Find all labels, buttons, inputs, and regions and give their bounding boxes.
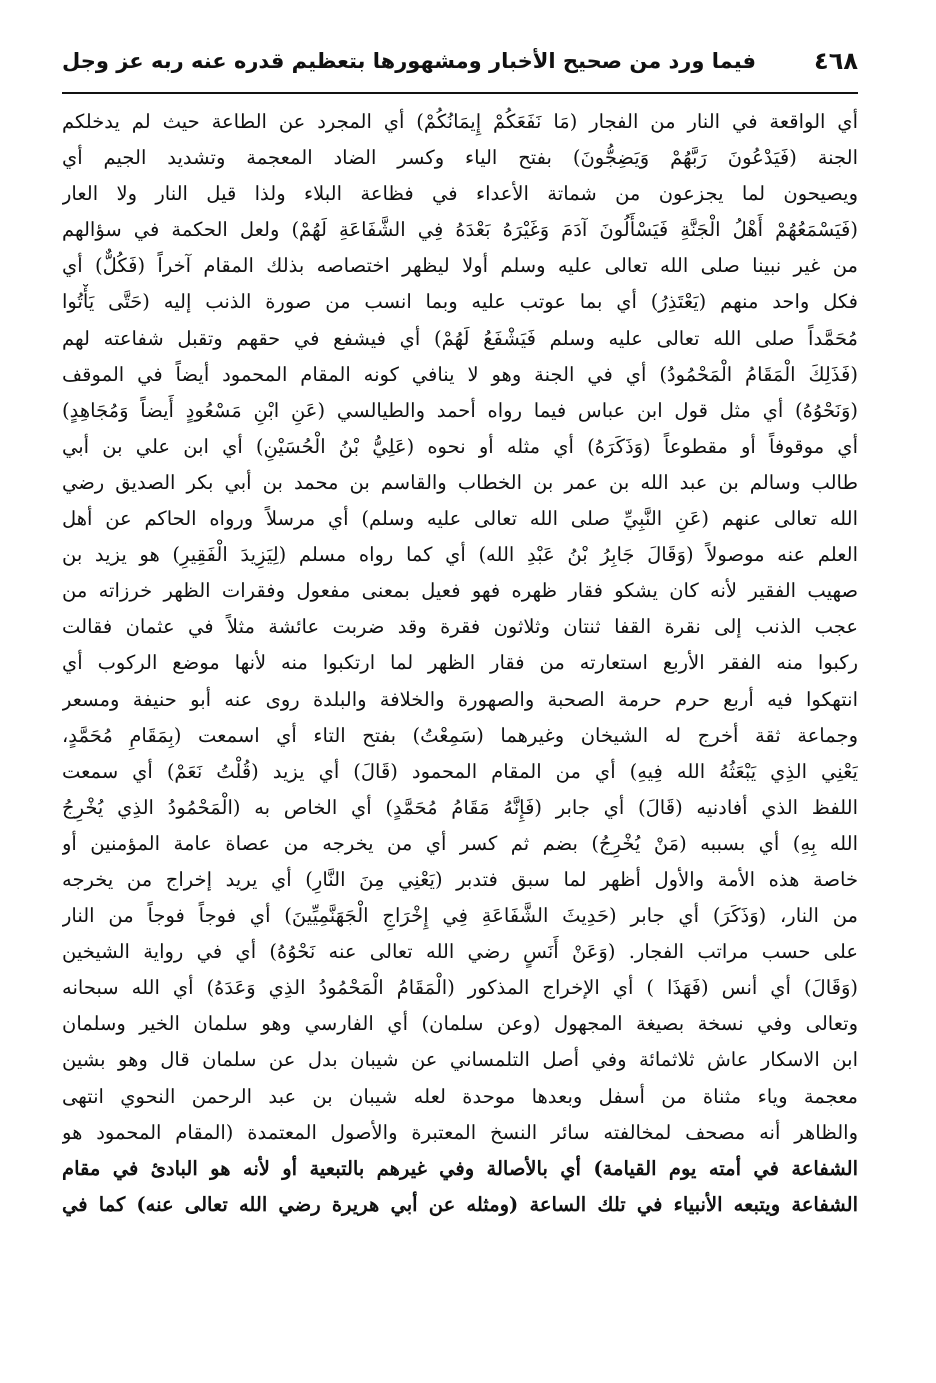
text-line-26: وتعالى وفي نسخة بصيغة المجهول (وعن سلمان) أي الفارسي وهو سلمان الخير وسلمان (62, 1012, 858, 1036)
text-line-27: ابن الاسكار عاش ثلاثمائة وفي أصل التلمساني عن شيبان بدل عن سلمان قال وهو بشين (62, 1048, 858, 1072)
text-line-7: مُحَمَّداً صلى الله تعالى عليه وسلم فَيَشْفَعُ لَهُمْ) أي فيشفع في حقهم وتقبل شفاعته لهم (62, 326, 858, 350)
text-line-21: الله بِهِ) أي بسببه (مَنْ يُخْرِجُ) بضم ثم كسر أي من يخرجه من عصاة عامة المؤمنين أو (62, 831, 858, 855)
text-line-16: ركبوا منه الفقر الأربع استعارته من فقار الظهر لما ارتكبوا منه لأنها موضع الركوب أي (62, 651, 858, 675)
text-line-25: (وَقَالَ) أي أنس (فَهَذَا ) أي الإخراج المذكور (الْمَقَامُ الْمَحْمُودُ الذِي وَعَدَهُ) أي الله سبحانه (62, 976, 858, 1000)
text-line-5: من غير نبينا صلى الله تعالى عليه وسلم أولا ليظهر اختصاصه بذلك المقام آخراً (فَكُلٌّ) أي (62, 254, 858, 278)
text-line-29: والظاهر أنه مصحف لمخالفته سائر النسخ المعتبرة والأصول المعتمدة (المقام المحمود هو (62, 1120, 858, 1144)
text-line-9: (وَنَحْوُهُ) أي مثل قول ابن عباس فيما رواه أحمد والطيالسي (عَنِ ابْنِ مَسْعُودٍ أَيضاً وَمُجَاهِدٍ) (62, 398, 858, 422)
text-line-14: صهيب الفقير لأنه كان يشكو فقار ظهره فهو فعيل بمعنى مفعول وفقرات الظهر خرزاته من (62, 579, 858, 603)
text-line-2: الجنة (فَيَدْعُونَ رَبَّهُمْ وَيَضِجُّونَ) بفتح الياء وكسر الضاد المعجمة وتشديد الجيم أي (62, 146, 858, 170)
page-number: ٤٦٨ (814, 47, 858, 75)
header-rule (62, 92, 858, 94)
page-header (62, 38, 858, 84)
text-line-28: معجمة وياء مثناة من أسفل وبعدها موحدة لعله شيبان بن عبد الرحمن النحوي انتهى (62, 1084, 858, 1108)
text-line-11: طالب وسالم بن عبد الله بن عمر بن الخطاب والقاسم بن محمد بن أبي بكر الصديق رضي (62, 470, 858, 494)
text-line-8: (فَذَلِكَ الْمَقَامُ الْمَحْمُودُ) أي في الجنة وهو لا ينافي كونه المقام المحمود أيضاً في الموقف (62, 362, 858, 386)
text-line-23: من النار، (وَذَكَرَ) أي جابر (حَدِيثَ الشَّفَاعَةِ فِي إِخْرَاجِ الْجَهَنَّمِيِّينَ) أي فوجاً فوجاً من النار (62, 904, 858, 928)
text-line-24: على حسب مراتب الفجار. (وَعَنْ أَنَسٍ رضي الله تعالى عنه نَحْوُهُ) أي في رواية الشيخين (62, 940, 858, 964)
text-line-17: انتهكوا فيه أربع حرم حرمة الصحبة والصهورة والخلافة والبلدة روى عنه أبو حنيفة ومسعر (62, 687, 858, 711)
text-line-6: فكل واحد منهم (يَعْتَذِرُ) أي بما عوتب عليه وبما انسب من صورة الذنب إليه (حَتَّى يَأْتُوا (62, 290, 858, 314)
text-line-20: اللفظ الذي أفادنيه (قَالَ) أي جابر (فَإِنَّهُ مَقَامُ مُحَمَّدٍ) أي الخاص به (الْمَحْمُودُ الذِي يُخْرِجُ (62, 795, 858, 819)
text-line-13: العلم عنه موصولاً (وَقَالَ جَابِرُ بْنُ عَبْدِ الله) أي كما رواه مسلم (لِيَزِيدَ الْفَقِيرِ) هو يزيد بن (62, 543, 858, 567)
body-text (62, 104, 858, 1363)
text-line-10: أي موقوفاً أو مقطوعاً (وَذَكَرَهُ) أي مثله أو نحوه (عَلِيُّ بْنُ الْحُسَيْنِ) أي ابن علي بن أبي (62, 434, 858, 458)
text-line-4: (فَيَسْمَعُهُمْ أَهْلُ الْجَنَّةِ فَيَسْأَلُونَ آدَمَ وَغَيْرَهُ بَعْدَهُ فِي الشَّفَاعَةِ لَهُمْ) ولعل الحكمة في سؤالهم (62, 218, 858, 242)
text-line-3: ويصيحون لما يجزعون من شماتة الأعداء في فظاعة البلاء ولذا قيل النار ولا العار (62, 182, 858, 206)
text-line-18: وجماعة ثقة أخرج له الشيخان وغيرهما (سَمِعْتُ) بفتح التاء أي اسمعت (بِمَقَامِ مُحَمَّدٍ، (62, 723, 858, 747)
text-line-1: أي الواقعة في النار من الفجار (مَا نَفَعَكُمْ إِيمَانُكُمْ) أي المجرد عن الطاعة حيث لم يدخلكم (62, 110, 858, 133)
running-title: فيما ورد من صحيح الأخبار ومشهورها بتعظيم قدره عنه ربه عز وجل (62, 49, 757, 73)
text-line-12: الله تعالى عنهم (عَنِ النَّبِيِّ صلى الله تعالى عليه وسلم) أي مرسلاً ورواه الحاكم عن أهل (62, 507, 858, 531)
text-line-30: الشفاعة في أمته يوم القيامة) أي بالأصالة وفي غيرهم بالتبعية أو لأنه هو البادئ في مقام (62, 1156, 858, 1180)
text-line-31: الشفاعة ويتبعه الأنبياء في تلك الساعة (ومثله عن أبي هريرة رضي الله تعالى عنه) كما في (62, 1192, 858, 1216)
text-line-22: خاصة هذه الأمة والأول أظهر لما سبق فتدبر (يَعْنِي مِنَ النَّارِ) أي يريد إخراج من يخرجه (62, 867, 858, 891)
text-line-15: عجب الذنب إلى نقرة القفا ثنتان وثلاثون فقرة وقد ضربت عائشة مثلاً في عثمان فقالت (62, 615, 858, 639)
text-line-19: يَعْنِي الذِي يَبْعَثُهُ الله فِيهِ) أي من المقام المحمود (قَالَ) أي يزيد (قُلْتُ نَعَمْ) أي سمعت (62, 759, 858, 783)
